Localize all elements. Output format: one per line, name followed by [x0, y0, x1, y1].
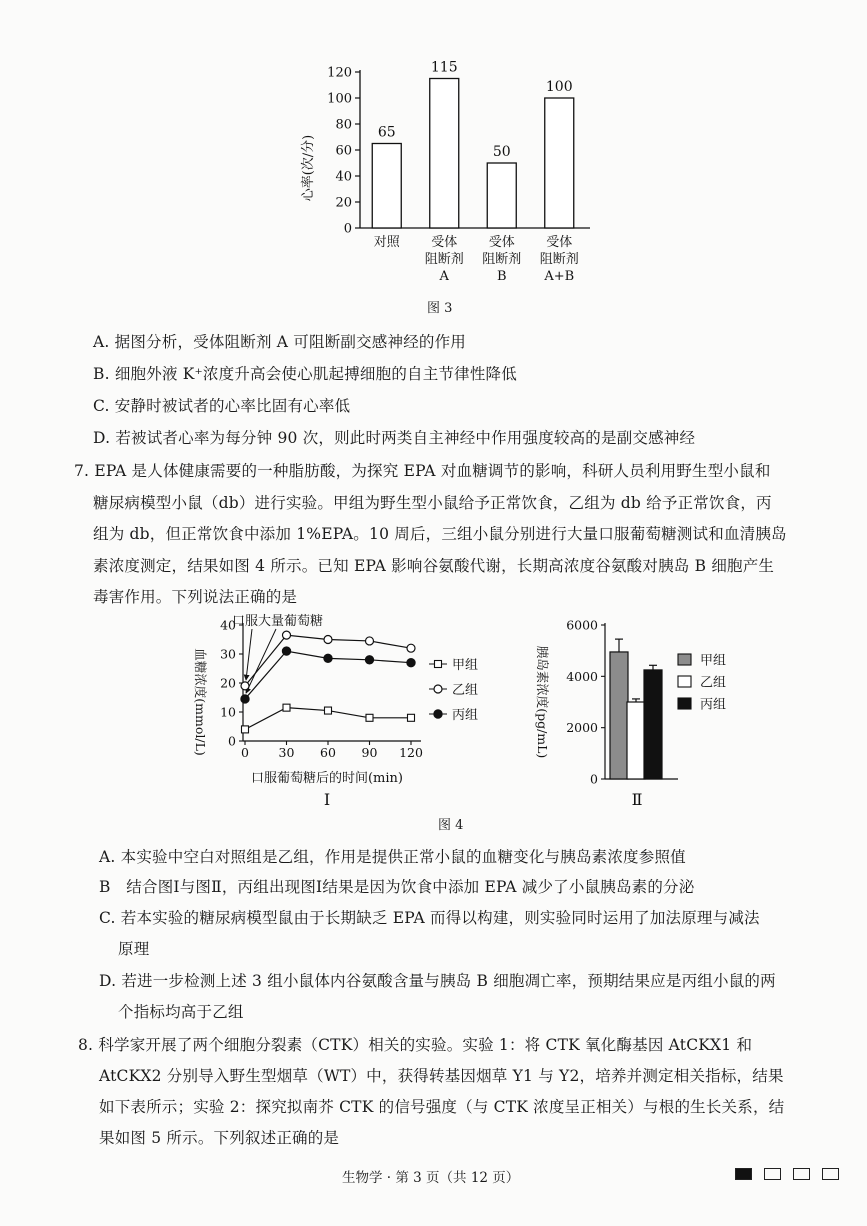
q7-stem-line-4: 素浓度测定，结果如图 4 所示。已知 EPA 影响谷氨酸代谢，长期高浓度谷氨酸对胰岛 B 细胞产生 [93, 557, 775, 575]
fig4-2-bar [610, 652, 628, 779]
fig3-ylabel: 心率(次/分) [301, 134, 316, 202]
q7-option-a: A. 本实验中空白对照组是乙组，作用是提供正常小鼠的血糖变化与胰岛素浓度参照值 [99, 848, 686, 866]
fig4-1-data-point [241, 695, 249, 703]
fig3-category-label: 阻断剂 [482, 252, 522, 267]
fig3-bar [430, 79, 459, 229]
fig4-2-bar [627, 702, 645, 779]
fig3-category-label: 对照 [373, 235, 400, 250]
fig4-2-ytick-label: 6000 [566, 617, 598, 633]
q8-stem-line-2: AtCKX2 分别导入野生型烟草（WT）中，获得转基因烟草 Y1 与 Y2，培养并测定相关指标，结果 [99, 1067, 784, 1085]
figure-3-caption: 图 3 [427, 301, 453, 316]
corner-mark [735, 1168, 752, 1180]
fig4-1-xtick-label: 30 [278, 745, 295, 760]
q7-option-c-line-1: C. 若本实验的糖尿病模型鼠由于长期缺乏 EPA 而得以构建，则实验同时运用了加法原理与减法 [99, 909, 760, 927]
fig4-2-ytick-label: 2000 [566, 720, 598, 736]
fig4-1-data-point [407, 644, 415, 652]
fig4-2-ylabel: 胰岛素浓度(pg/mL) [535, 645, 550, 759]
fig3-bar-value-label: 115 [430, 59, 458, 76]
fig4-1-data-point [325, 707, 332, 714]
q7-stem-line-5: 毒害作用。下列说法正确的是 [93, 588, 298, 606]
fig4-1-ytick-label: 0 [228, 733, 236, 749]
figure-4-panel-1-chart [180, 612, 500, 812]
fig4-1-data-point [241, 682, 249, 690]
figure-4-panel-2-chart [520, 612, 760, 812]
q7-stem-line-3: 组为 db，但正常饮食中添加 1%EPA。10 周后，三组小鼠分别进行大量口服葡萄糖测试和血清胰岛 [93, 525, 787, 543]
fig4-1-legend-label: 甲组 [452, 658, 479, 673]
fig4-1-data-point [324, 654, 332, 662]
fig4-1-xtick-label: 0 [241, 745, 249, 760]
q6-option-d: D. 若被试者心率为每分钟 90 次，则此时两类自主神经中作用强度较高的是副交感神经 [93, 429, 696, 447]
fig4-1-ytick-label: 20 [220, 675, 236, 691]
fig4-1-data-point [365, 656, 373, 664]
fig3-ytick-label: 80 [335, 117, 352, 133]
fig4-1-data-point [408, 714, 415, 721]
fig4-1-legend-label: 丙组 [452, 708, 479, 723]
fig4-1-legend-marker [434, 685, 442, 693]
fig4-1-data-point [407, 659, 415, 667]
corner-mark [822, 1168, 839, 1180]
fig4-1-legend-marker [435, 661, 442, 668]
fig3-category-label: 阻断剂 [424, 252, 464, 267]
fig4-2-legend-swatch [678, 654, 691, 665]
q7-option-d-line-2: 个指标均高于乙组 [118, 1003, 244, 1021]
fig4-2-legend-label: 甲组 [700, 653, 727, 669]
fig4-1-data-point [366, 637, 374, 645]
fig4-1-data-point [242, 726, 249, 733]
fig4-2-panel-label: Ⅱ [631, 790, 643, 809]
fig3-ytick-label: 100 [327, 91, 352, 107]
q7-option-b: B 结合图Ⅰ与图Ⅱ，丙组出现图Ⅰ结果是因为饮食中添加 EPA 减少了小鼠胰岛素的分泌 [99, 878, 695, 896]
fig3-category-label: 受体 [488, 235, 515, 250]
fig3-bar [372, 144, 401, 229]
q8-stem-line-1: 8. 科学家开展了两个细胞分裂素（CTK）相关的实验。实验 1：将 CTK 氧化酶基因 AtCKX1 和 [78, 1036, 753, 1054]
fig3-category-label: B [496, 269, 507, 284]
corner-mark [793, 1168, 810, 1180]
fig4-2-legend-swatch [678, 676, 691, 687]
fig4-1-data-point [366, 714, 373, 721]
fig4-1-data-point [324, 636, 332, 644]
fig3-bar-value-label: 50 [492, 144, 511, 160]
fig4-2-bar [644, 670, 662, 779]
figure-3-chart [290, 50, 620, 295]
q7-option-c-line-2: 原理 [118, 940, 150, 958]
fig3-bar [487, 163, 516, 228]
fig3-ytick-label: 120 [327, 65, 352, 81]
fig3-ytick-label: 60 [335, 143, 352, 159]
fig4-1-ytick-label: 40 [220, 617, 236, 633]
fig4-2-legend-label: 丙组 [700, 697, 727, 713]
fig3-bar-value-label: 100 [545, 79, 573, 95]
q7-stem-line-1: 7. EPA 是人体健康需要的一种脂肪酸，为探究 EPA 对血糖调节的影响，科研人员利用野生型小鼠和 [74, 462, 771, 480]
page-footer: 生物学 · 第 3 页（共 12 页） [342, 1170, 520, 1186]
fig3-ytick-label: 0 [343, 221, 352, 237]
fig4-1-panel-label: Ⅰ [323, 790, 331, 809]
fig3-category-label: A+B [544, 269, 575, 284]
fig4-1-xtick-label: 60 [320, 745, 336, 760]
fig4-1-ytick-label: 30 [220, 646, 236, 662]
q6-option-c: C. 安静时被试者的心率比固有心率低 [93, 397, 351, 415]
fig4-1-xtick-label: 120 [399, 745, 423, 760]
fig4-2-legend-label: 乙组 [700, 675, 727, 691]
fig3-bar-value-label: 65 [377, 124, 396, 141]
q8-stem-line-4: 果如图 5 所示。下列叙述正确的是 [99, 1129, 340, 1147]
fig3-category-label: 阻断剂 [539, 252, 579, 267]
fig4-1-annotation: 口服大量葡萄糖 [232, 614, 324, 629]
fig4-1-legend-label: 乙组 [452, 683, 479, 698]
q7-option-d-line-1: D. 若进一步检测上述 3 组小鼠体内谷氨酸含量与胰岛 B 细胞凋亡率，预期结果应是丙组小鼠的两 [99, 972, 776, 990]
fig4-1-xtick-label: 90 [361, 745, 378, 760]
fig4-2-ytick-label: 0 [590, 771, 598, 787]
fig4-1-data-point [283, 704, 290, 711]
fig4-1-legend-marker [434, 710, 442, 718]
figure-4-caption: 图 4 [438, 818, 464, 833]
fig4-1-ytick-label: 10 [220, 704, 236, 720]
fig3-ytick-label: 20 [335, 195, 352, 211]
page-corner-marks [735, 1168, 839, 1180]
fig3-bar [545, 98, 574, 228]
fig3-category-label: 受体 [546, 235, 573, 250]
fig4-1-annotation-arrow [246, 629, 252, 680]
q7-stem-line-2: 糖尿病模型小鼠（db）进行实验。甲组为野生型小鼠给予正常饮食，乙组为 db 给予正常饮食，丙 [93, 494, 772, 512]
q6-option-b: B. 细胞外液 K⁺浓度升高会使心肌起搏细胞的自主节律性降低 [93, 365, 517, 383]
fig3-category-label: A [439, 269, 449, 284]
fig4-1-data-point [283, 631, 291, 639]
fig3-ytick-label: 40 [335, 169, 352, 185]
fig4-1-ylabel: 血糖浓度(mmol/L) [193, 648, 208, 756]
fig4-2-legend-swatch [678, 698, 691, 709]
fig4-2-ytick-label: 4000 [566, 668, 598, 684]
fig3-category-label: 受体 [431, 235, 458, 250]
fig4-1-data-point [282, 647, 290, 655]
q8-stem-line-3: 如下表所示；实验 2：探究拟南芥 CTK 的信号强度（与 CTK 浓度呈正相关）与根的生长关系，结 [99, 1098, 785, 1116]
q6-option-a: A. 据图分析，受体阻断剂 A 可阻断副交感神经的作用 [93, 333, 466, 351]
corner-mark [764, 1168, 781, 1180]
fig4-1-xlabel: 口服葡萄糖后的时间(min) [250, 771, 404, 786]
